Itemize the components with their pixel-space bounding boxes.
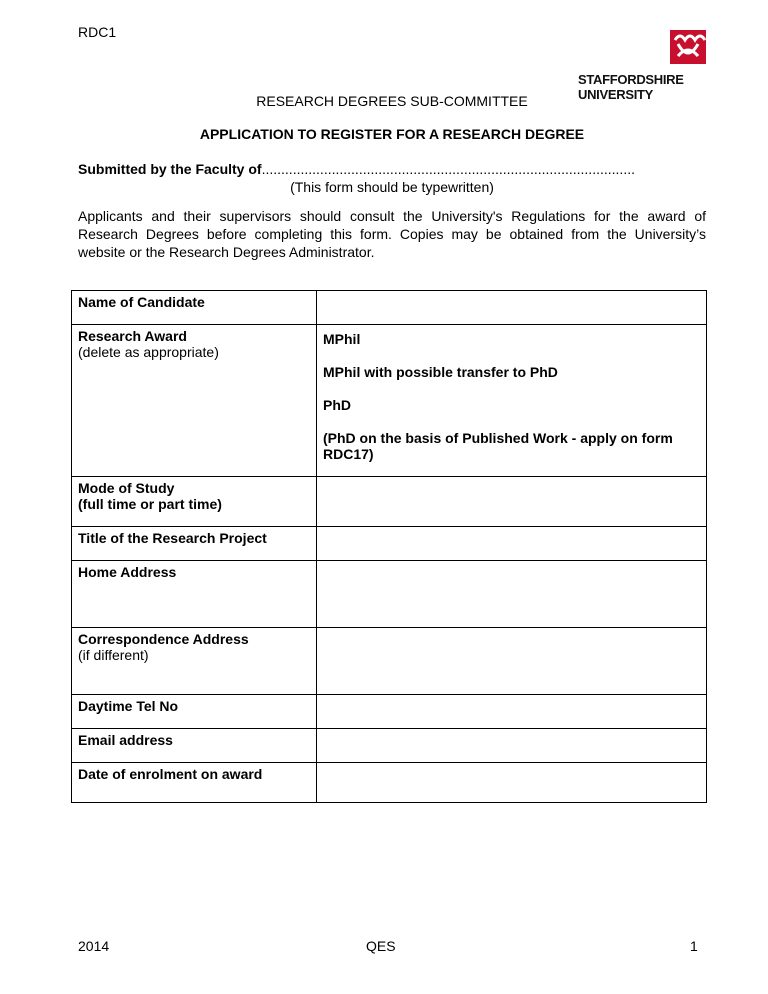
application-title: APPLICATION TO REGISTER FOR A RESEARCH DEGREE [199,126,585,142]
award-option[interactable]: (PhD on the basis of Published Work - apply on form RDC17) [323,430,673,462]
table-row [72,325,707,477]
corr-label: Correspondence Address [78,631,249,647]
page-number: 1 [690,938,698,954]
award-option[interactable]: PhD [323,397,351,413]
email-label: Email address [72,729,317,763]
corr-address-field[interactable] [317,628,707,695]
award-label-cell [72,325,317,477]
table-row [72,561,707,628]
award-options-cell[interactable] [317,325,707,477]
title-label: Title of the Research Project [72,527,317,561]
logo-line-2: UNIVERSITY [578,87,654,102]
name-field[interactable] [317,291,707,325]
tel-field[interactable] [317,695,707,729]
typewritten-note: (This form should be typewritten) [290,179,494,195]
mode-label: Mode of Study [78,480,175,496]
title-field[interactable] [317,527,707,561]
corr-sub: (if different) [78,647,149,663]
award-option[interactable]: MPhil [323,331,361,347]
enrolment-label: Date of enrolment on award [72,763,317,803]
table-row [72,763,707,803]
form-code: RDC1 [78,24,117,40]
enrolment-field[interactable] [317,763,707,803]
logo-line-1: STAFFORDSHIRE [578,72,684,87]
table-row [72,477,707,527]
corr-label-cell [72,628,317,695]
email-field[interactable] [317,729,707,763]
faculty-line [78,161,708,177]
table-row [72,628,707,695]
award-sub: (delete as appropriate) [78,344,219,360]
table-row [72,729,707,763]
home-address-label: Home Address [72,561,317,628]
award-option[interactable]: MPhil with possible transfer to PhD [323,364,558,380]
tel-label: Daytime Tel No [72,695,317,729]
footer-year: 2014 [78,938,110,954]
home-address-field[interactable] [317,561,707,628]
faculty-dots: ................................................................................................ [261,161,635,177]
committee-heading: RESEARCH DEGREES SUB-COMMITTEE [256,93,528,109]
intro-paragraph: Applicants and their supervisors should consult the University's Regulations for the award of Research Degrees before completing this form. Copies may be obtained from the University’s website or the Research Degrees Administrator. [78,208,706,260]
name-label: Name of Candidate [72,291,317,325]
table-row [72,527,707,561]
mode-field[interactable] [317,477,707,527]
mode-sub: (full time or part time) [78,496,222,512]
mode-label-cell [72,477,317,527]
faculty-label: Submitted by the Faculty of [78,161,262,177]
award-label: Research Award [78,328,187,344]
registration-form-table [71,290,707,803]
table-row [72,695,707,729]
footer-qes: QES [366,938,396,954]
table-row [72,291,707,325]
